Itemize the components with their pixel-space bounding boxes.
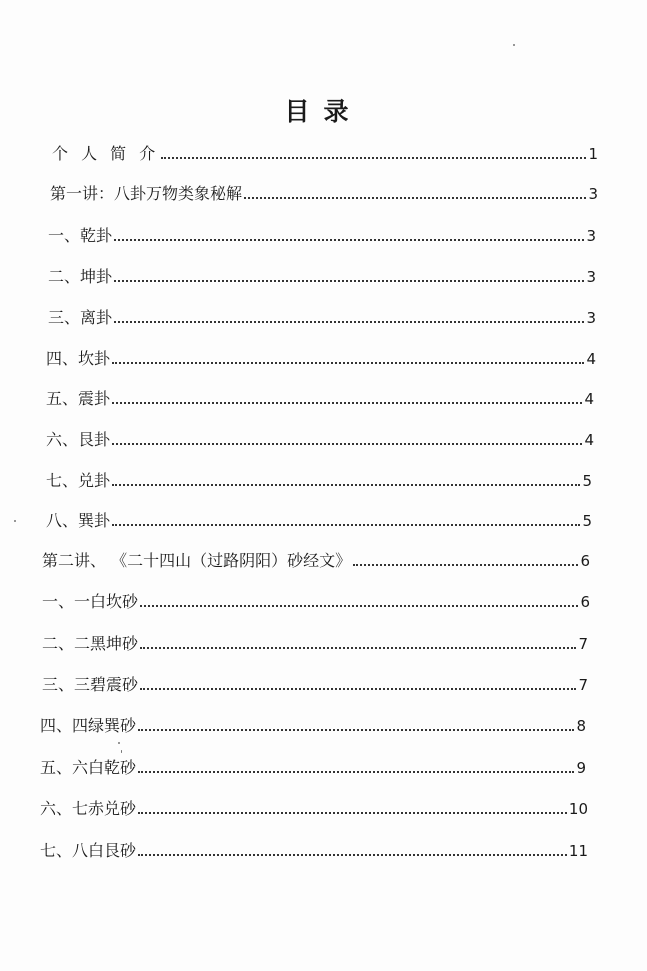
toc-entry-label: 一、乾卦 xyxy=(48,226,113,245)
toc-entry[interactable] xyxy=(48,223,596,247)
toc-entry-page: 6 xyxy=(580,593,590,611)
toc-entry-page: 8 xyxy=(576,717,586,735)
toc-entry[interactable] xyxy=(50,181,598,205)
toc-entry-page: 10 xyxy=(568,800,588,818)
toc-entry-label: 七、兑卦 xyxy=(46,471,111,490)
toc-entry-page: 4 xyxy=(586,350,596,368)
dot-leader xyxy=(114,279,584,282)
dot-leader xyxy=(112,401,582,404)
toc-entry-page: 3 xyxy=(586,227,596,245)
dot-leader xyxy=(114,238,584,241)
toc-entry[interactable] xyxy=(40,713,586,737)
toc-entry-label: 五、六白乾砂 xyxy=(40,758,137,777)
toc-entry-page: 4 xyxy=(584,390,594,408)
dot-leader xyxy=(140,604,578,607)
toc-entry-page: 3 xyxy=(586,309,596,327)
toc-entry-label: 六、七赤兑砂 xyxy=(40,799,137,818)
toc-entry-label: 六、艮卦 xyxy=(46,430,111,449)
toc-entry[interactable] xyxy=(40,755,586,779)
dot-leader xyxy=(161,156,586,159)
dot-leader xyxy=(138,770,574,773)
toc-entry-label: 第一讲：八卦万物类象秘解 xyxy=(50,184,243,203)
toc-entry[interactable] xyxy=(52,141,598,165)
toc-entry-label: 七、八白艮砂 xyxy=(40,841,137,860)
toc-entry[interactable] xyxy=(46,427,594,451)
dot-leader xyxy=(244,196,586,199)
toc-entry[interactable] xyxy=(46,386,594,410)
toc-entry-page: 4 xyxy=(584,431,594,449)
dot-leader xyxy=(138,853,567,856)
toc-entry-page: 9 xyxy=(576,759,586,777)
toc-entry-page: 11 xyxy=(568,842,588,860)
toc-entry[interactable] xyxy=(46,508,592,532)
toc-entry[interactable] xyxy=(48,264,596,288)
scan-speck xyxy=(118,742,120,744)
toc-entry[interactable] xyxy=(42,589,590,613)
dot-leader xyxy=(112,523,580,526)
scan-speck xyxy=(14,520,16,522)
toc-entry-page: 6 xyxy=(580,552,590,570)
toc-entry-page: 7 xyxy=(578,676,588,694)
toc-entry-page: 3 xyxy=(588,185,598,203)
dot-leader xyxy=(140,687,576,690)
toc-entry-label: 第二讲、 《二十四山（过路阴阳）砂经文》 xyxy=(42,551,352,570)
toc-entry-label: 八、巽卦 xyxy=(46,511,111,530)
toc-entry-label: 五、震卦 xyxy=(46,389,111,408)
toc-entry[interactable] xyxy=(40,838,588,862)
dot-leader xyxy=(138,811,567,814)
toc-entry-label: 三、离卦 xyxy=(48,308,113,327)
scan-speck xyxy=(121,750,122,753)
toc-entry-page: 1 xyxy=(588,145,598,163)
dot-leader xyxy=(114,320,584,323)
dot-leader xyxy=(112,483,580,486)
toc-entry-label: 个 人 简 介 xyxy=(52,144,160,163)
toc-entry[interactable] xyxy=(40,796,588,820)
scan-speck xyxy=(513,44,515,46)
toc-entry[interactable] xyxy=(48,305,596,329)
toc-entry[interactable] xyxy=(42,631,588,655)
toc-entry-page: 3 xyxy=(586,268,596,286)
toc-entry-page: 5 xyxy=(582,472,592,490)
toc-entry-label: 三、三碧震砂 xyxy=(42,675,139,694)
page-title: 目录 xyxy=(284,97,363,126)
dot-leader xyxy=(138,728,574,731)
toc-entry[interactable] xyxy=(42,672,588,696)
toc-entry-label: 二、二黑坤砂 xyxy=(42,634,139,653)
dot-leader xyxy=(112,442,582,445)
dot-leader xyxy=(112,361,584,364)
toc-entry[interactable] xyxy=(46,346,596,370)
toc-entry[interactable] xyxy=(42,548,590,572)
toc-entry-label: 四、四绿巽砂 xyxy=(40,716,137,735)
dot-leader xyxy=(353,563,578,566)
dot-leader xyxy=(140,646,576,649)
toc-entry-label: 二、坤卦 xyxy=(48,267,113,286)
toc-entry-label: 四、坎卦 xyxy=(46,349,111,368)
toc-entry-label: 一、一白坎砂 xyxy=(42,592,139,611)
toc-entry-page: 7 xyxy=(578,635,588,653)
toc-entry-page: 5 xyxy=(582,512,592,530)
toc-entry[interactable] xyxy=(46,468,592,492)
